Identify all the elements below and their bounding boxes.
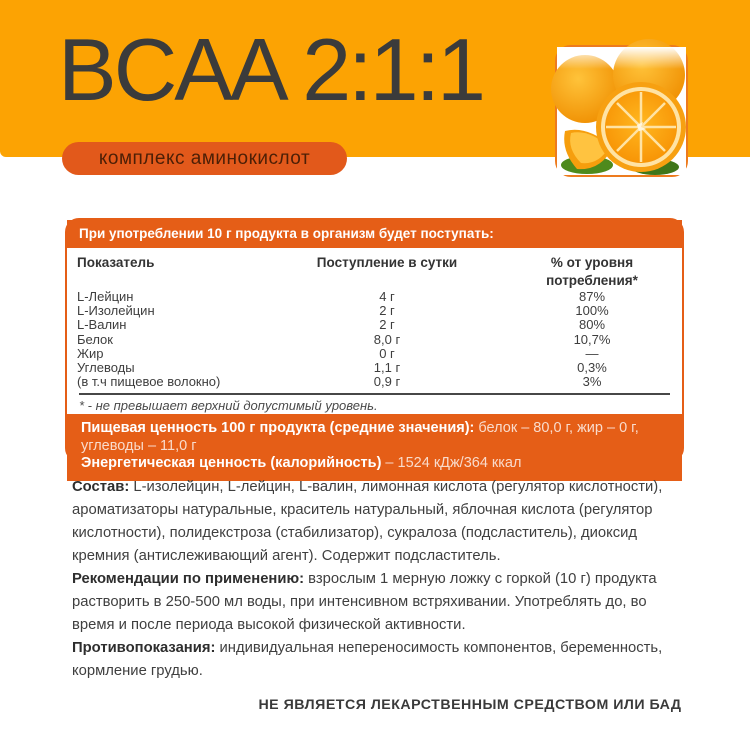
intake-table-body <box>67 290 682 389</box>
product-info-text <box>72 476 684 683</box>
row-percent: 3% <box>582 374 602 390</box>
nutrition-line <box>81 438 668 456</box>
intake-table-card <box>65 218 684 472</box>
row-amount: 2 г <box>379 303 395 319</box>
row-amount: 0 г <box>379 345 395 361</box>
row-percent: 80% <box>578 317 606 333</box>
nutrition-line <box>81 455 668 473</box>
orange-photo <box>555 45 688 177</box>
column-header-indicator: Показатель <box>77 255 155 270</box>
composition-paragraph <box>72 476 684 568</box>
row-name: Жир <box>77 345 104 361</box>
row-name: L-Лейцин <box>77 289 134 304</box>
row-name: (в т.ч пищевое волокно) <box>77 374 221 390</box>
nutrition-line <box>81 420 668 438</box>
nutrition-panel <box>67 414 682 481</box>
row-name: Углеводы <box>77 360 135 376</box>
nutrition-value: белок – 80,0 г, жир – 0 г, <box>474 420 639 437</box>
row-name: L-Валин <box>77 317 127 333</box>
orange-fruit-illustration <box>557 47 686 175</box>
product-title: BCAA 2:1:1 <box>58 20 483 119</box>
table-footnote: * - не превышает верхний допустимый уровень. <box>79 398 378 414</box>
row-amount: 1,1 г <box>373 360 401 376</box>
composition-label: Состав: <box>72 479 130 495</box>
row-amount: 4 г <box>379 289 395 304</box>
intake-table-title: При употреблении 10 г продукта в организм будет поступать: <box>67 220 682 248</box>
contraindications-text: индивидуальная непереносимость компонентов, беременность, кормление грудью. <box>72 640 663 679</box>
recommendations-label: Рекомендации по применению: <box>72 571 305 587</box>
row-amount: 2 г <box>379 317 395 333</box>
nutrition-label: Энергетическая ценность (калорийность) <box>81 455 382 472</box>
row-percent: 100% <box>575 303 609 319</box>
disclaimer-text: НЕ ЯВЛЯЕТСЯ ЛЕКАРСТВЕННЫМ СРЕДСТВОМ ИЛИ БАД <box>258 697 682 713</box>
subtitle-badge <box>62 142 347 175</box>
composition-text: L-изолейцин, L-лейцин, L-валин, лимонная кислота (регулятор кислотности), ароматизаторы натуральные, краситель натуральный, яблочная кислота (регулятор кислотности), полидекстроза (стабилизатор), сукралоза (подсластитель), диоксид кремния (антислеживающий агент). Содержит подсластитель. <box>72 479 663 564</box>
row-amount: 0,9 г <box>373 374 401 390</box>
row-percent: 87% <box>578 289 606 304</box>
contraindications-paragraph <box>72 637 684 683</box>
row-amount: 8,0 г <box>373 331 401 347</box>
row-name: L-Изолейцин <box>77 303 155 319</box>
row-percent: 0,3% <box>577 360 607 376</box>
recommendations-text: взрослым 1 мерную ложку с горкой (10 г) продукта растворить в 250-500 мл воды, при интенсивном встряхивании. Употреблять до, во время и после периода высокой физической активности. <box>72 571 657 633</box>
intake-table-header-row <box>67 254 682 290</box>
contraindications-label: Противопоказания: <box>72 640 216 656</box>
recommendations-paragraph <box>72 568 684 637</box>
nutrition-label: Пищевая ценность 100 г продукта (средние значения): <box>81 420 475 437</box>
row-percent: 10,7% <box>573 331 611 347</box>
subtitle-badge-label: комплекс аминокислот <box>98 147 311 169</box>
table-divider <box>79 393 670 395</box>
column-header-daily-intake: Поступление в сутки <box>316 255 458 270</box>
column-header-percent: % от уровня потребления* <box>546 255 638 288</box>
row-name: Белок <box>77 331 113 347</box>
nutrition-value: углеводы – 11,0 г <box>81 437 197 454</box>
nutrition-value: – 1524 кДж/364 ккал <box>381 455 522 472</box>
row-percent: — <box>585 345 599 361</box>
